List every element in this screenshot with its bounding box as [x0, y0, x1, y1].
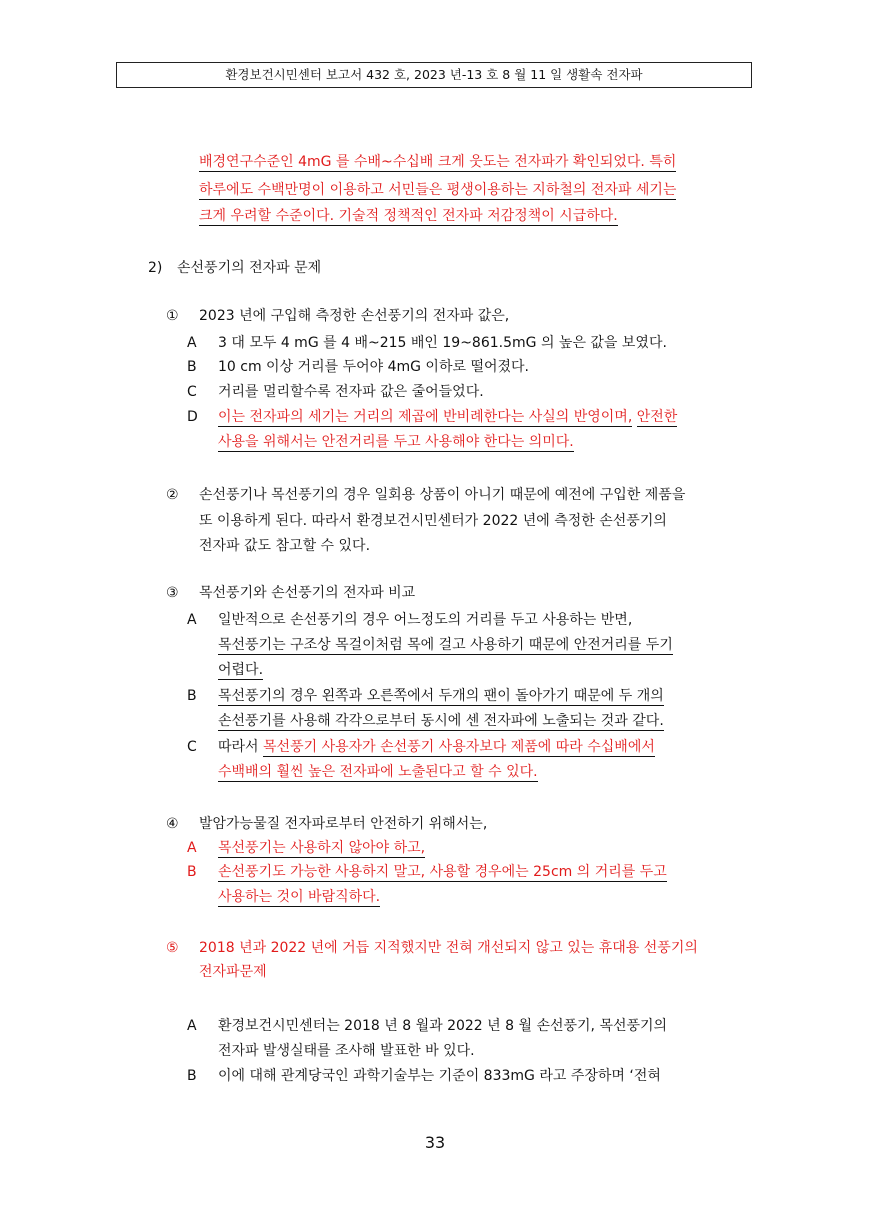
item3-b-line2: 손선풍기를 사용해 각각으로부터 동시에 센 전자파에 노출되는 것과 같다. [218, 713, 664, 729]
item1-d-line1: 이는 전자파의 세기는 거리의 제곱에 반비례한다는 사실의 반영이며, 안전한 [218, 409, 678, 425]
section-number: 2) [148, 260, 163, 276]
item3-b-letter: B [187, 688, 197, 704]
item3-a-line2: 목선풍기는 구조상 목걸이처럼 목에 걸고 사용하기 때문에 안전거리를 두기 [218, 637, 673, 653]
item1-a-text: 3 대 모두 4 mG 를 4 배~215 배인 19~861.5mG 의 높은 값을 보였다. [218, 335, 667, 351]
item1-c-text: 거리를 멀리할수록 전자파 값은 줄어들었다. [218, 384, 484, 400]
item1-title: 2023 년에 구입해 측정한 손선풍기의 전자파 값은, [199, 308, 510, 324]
item1-c-letter: C [187, 384, 197, 400]
item3-c-line2: 수백배의 훨씬 높은 전자파에 노출된다고 할 수 있다. [218, 764, 538, 780]
item3-a-line3: 어렵다. [218, 662, 264, 678]
intro-line-2: 하루에도 수백만명이 이용하고 서민들은 평생이용하는 지하철의 전자파 세기는 [199, 182, 677, 198]
page-number: 33 [424, 1133, 446, 1152]
section-title: 손선풍기의 전자파 문제 [177, 260, 322, 276]
intro-line-3: 크게 우려할 수준이다. 기술적 정책적인 전자파 저감정책이 시급하다. [199, 208, 618, 224]
item5-a-letter: A [187, 1018, 197, 1034]
item2-line-3: 전자파 값도 참고할 수 있다. [199, 538, 371, 554]
item2-line-1: 손선풍기나 목선풍기의 경우 일회용 상품이 아니기 때문에 예전에 구입한 제품을 [199, 487, 686, 503]
item5-line2: 전자파문제 [199, 964, 267, 980]
item4-b-line2: 사용하는 것이 바람직하다. [218, 889, 381, 905]
item4-a-text: 목선풍기는 사용하지 않아야 하고, [218, 840, 426, 856]
item5-b-text: 이에 대해 관계당국인 과학기술부는 기준이 833mG 라고 주장하며 ‘전혀 [218, 1068, 661, 1084]
item3-a-letter: A [187, 612, 197, 628]
item5-a-line1: 환경보건시민센터는 2018 년 8 월과 2022 년 8 월 손선풍기, 목선풍기의 [218, 1018, 668, 1034]
item1-a-letter: A [187, 335, 197, 351]
item4-b-line1: 손선풍기도 가능한 사용하지 말고, 사용할 경우에는 25cm 의 거리를 두고 [218, 864, 667, 880]
item1-b-text: 10 cm 이상 거리를 두어야 4mG 이하로 떨어졌다. [218, 359, 530, 375]
item1-d-letter: D [187, 409, 198, 425]
item3-a-line1: 일반적으로 손선풍기의 경우 어느정도의 거리를 두고 사용하는 반면, [218, 612, 633, 628]
item2-line-2: 또 이용하게 된다. 따라서 환경보건시민센터가 2022 년에 측정한 손선풍기의 [199, 513, 667, 529]
item1-d-line2: 사용을 위해서는 안전거리를 두고 사용해야 한다는 의미다. [218, 434, 574, 450]
item4-title: 발암가능물질 전자파로부터 안전하기 위해서는, [199, 816, 488, 832]
item3-b-line1: 목선풍기의 경우 왼쪽과 오른쪽에서 두개의 팬이 돌아가기 때문에 두 개의 [218, 688, 664, 704]
item3-title: 목선풍기와 손선풍기의 전자파 비교 [199, 585, 416, 601]
item3-c-line1: 따라서 목선풍기 사용자가 손선풍기 사용자보다 제품에 따라 수십배에서 [218, 739, 655, 755]
intro-line-1: 배경연구수준인 4mG 를 수배~수십배 크게 웃도는 전자파가 확인되었다. 특히 [199, 154, 677, 170]
item4-b-letter: B [187, 864, 197, 880]
item5-b-letter: B [187, 1068, 197, 1084]
item5-a-line2: 전자파 발생실태를 조사해 발표한 바 있다. [218, 1043, 475, 1059]
item5-line1: 2018 년과 2022 년에 거듭 지적했지만 전혀 개선되지 않고 있는 휴대용 선풍기의 [199, 940, 698, 956]
item3-marker: ③ [166, 585, 179, 601]
item5-marker: ⑤ [166, 940, 179, 956]
item4-marker: ④ [166, 816, 179, 832]
item1-marker: ① [166, 308, 179, 324]
item1-b-letter: B [187, 359, 197, 375]
item4-a-letter: A [187, 840, 197, 856]
page-header: 환경보건시민센터 보고서 432 호, 2023 년-13 호 8 월 11 일 생활속 전자파 [116, 62, 752, 88]
item2-marker: ② [166, 487, 179, 503]
item3-c-letter: C [187, 739, 197, 755]
